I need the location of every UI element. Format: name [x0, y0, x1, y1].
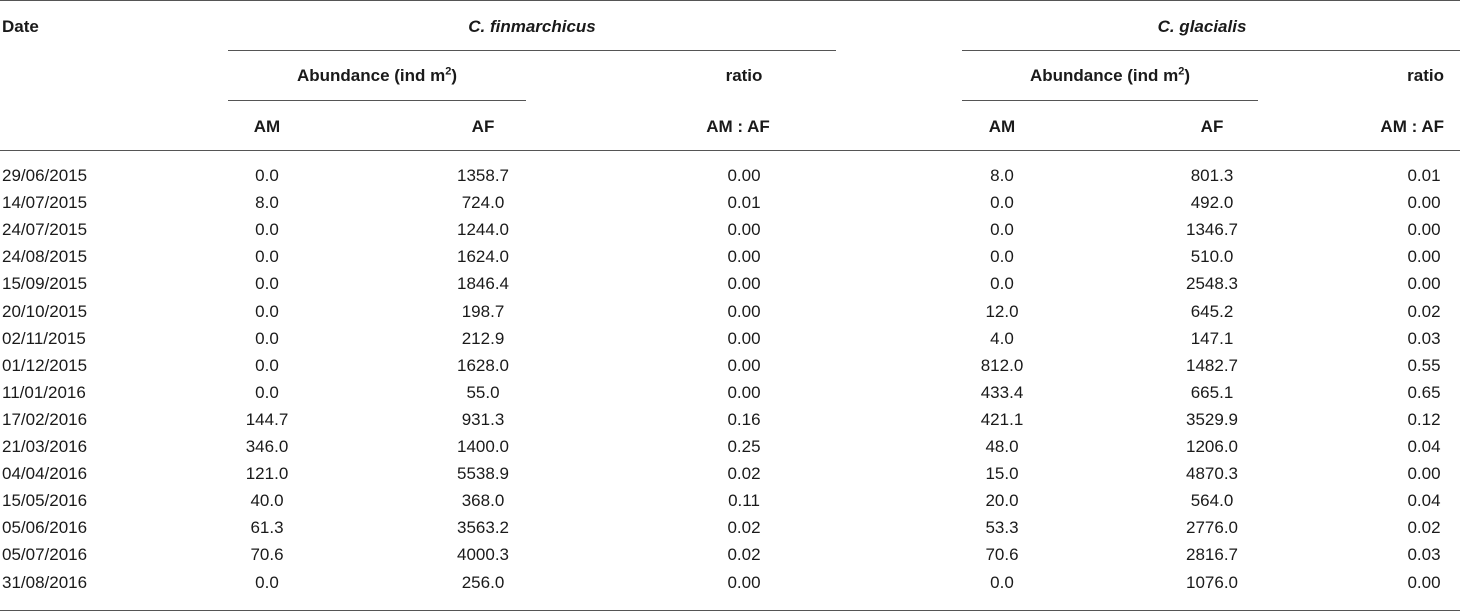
cell-date: 11/01/2016 — [2, 382, 86, 402]
header-date: Date — [2, 17, 39, 36]
cell-fin-ratio: 0.02 — [727, 545, 761, 565]
table-row — [0, 464, 1460, 491]
cell-date: 29/06/2015 — [2, 166, 88, 185]
table-row — [0, 220, 1460, 247]
cell-gla-ratio: 0.04 — [1407, 491, 1441, 511]
cell-fin-ratio: 0.00 — [727, 274, 761, 294]
cell-fin-ratio: 0.00 — [727, 328, 761, 348]
cell-fin-af: 55.0 — [466, 382, 500, 402]
cell-gla-ratio: 0.02 — [1407, 518, 1441, 538]
cell-date: 17/02/2016 — [2, 409, 88, 429]
cell-gla-ratio: 0.65 — [1407, 382, 1441, 402]
abundance-rule-fin — [228, 100, 526, 101]
cell-fin-af: 1846.4 — [457, 274, 509, 294]
cell-date: 14/07/2015 — [2, 193, 88, 213]
cell-fin-am: 0.0 — [255, 220, 279, 240]
cell-fin-af: 1400.0 — [457, 437, 509, 456]
cell-gla-af: 2776.0 — [1186, 518, 1238, 538]
header-species-finmarchicus: C. finmarchicus — [468, 17, 596, 36]
cell-fin-ratio: 0.00 — [727, 247, 761, 267]
table-row — [0, 437, 1460, 464]
cell-gla-af: 492.0 — [1190, 193, 1234, 213]
cell-fin-am: 0.0 — [255, 355, 279, 375]
header-af-fin: AF — [471, 117, 495, 136]
top-rule — [0, 0, 1460, 1]
cell-gla-am: 70.6 — [985, 545, 1019, 565]
cell-fin-am: 346.0 — [245, 437, 289, 456]
abundance-rule-gla — [962, 100, 1258, 101]
cell-date: 05/06/2016 — [2, 518, 88, 538]
header-am-fin: AM — [253, 117, 281, 136]
cell-gla-af: 1076.0 — [1186, 572, 1238, 592]
cell-fin-af: 212.9 — [461, 328, 505, 348]
cell-gla-ratio: 0.55 — [1407, 355, 1441, 375]
cell-fin-am: 121.0 — [245, 464, 289, 484]
cell-gla-af: 665.1 — [1190, 382, 1234, 402]
species-rule-finmarchicus — [228, 50, 836, 51]
cell-gla-ratio: 0.01 — [1407, 166, 1441, 185]
header-ratio-am-af-fin: AM : AF — [706, 117, 770, 136]
header-ratio-fin: ratio — [725, 66, 763, 85]
cell-date: 05/07/2016 — [2, 545, 88, 565]
bottom-rule — [0, 610, 1460, 611]
cell-gla-ratio: 0.00 — [1407, 220, 1441, 240]
cell-gla-ratio: 0.00 — [1407, 247, 1441, 267]
table-row — [0, 545, 1460, 572]
cell-date: 15/09/2015 — [2, 274, 88, 294]
cell-gla-am: 53.3 — [985, 518, 1019, 538]
cell-fin-am: 0.0 — [255, 572, 279, 592]
cell-gla-am: 0.0 — [990, 247, 1014, 267]
cell-gla-am: 12.0 — [985, 301, 1019, 321]
cell-gla-ratio: 0.00 — [1407, 274, 1441, 294]
cell-fin-am: 70.6 — [250, 545, 284, 565]
cell-gla-af: 801.3 — [1190, 166, 1234, 185]
cell-gla-af: 147.1 — [1190, 328, 1234, 348]
table-row — [0, 356, 1460, 383]
cell-date: 15/05/2016 — [2, 491, 88, 511]
cell-gla-af: 510.0 — [1190, 247, 1234, 267]
cell-gla-ratio: 0.02 — [1407, 301, 1441, 321]
table-row — [0, 193, 1460, 220]
cell-date: 21/03/2016 — [2, 437, 88, 456]
cell-fin-ratio: 0.01 — [727, 193, 761, 213]
cell-gla-af: 1482.7 — [1186, 355, 1238, 375]
cell-fin-af: 256.0 — [461, 572, 505, 592]
header-bottom-rule — [0, 150, 1460, 151]
cell-fin-ratio: 0.00 — [727, 166, 761, 185]
cell-fin-af: 198.7 — [461, 301, 505, 321]
table-row — [0, 329, 1460, 356]
header-abundance-gla: Abundance (ind $m^2$) — [1029, 65, 1191, 85]
cell-gla-af: 3529.9 — [1186, 409, 1238, 429]
header-ratio-gla: ratio — [1407, 66, 1444, 85]
cell-gla-am: 433.4 — [980, 382, 1024, 402]
header-am-gla: AM — [988, 117, 1016, 136]
cell-gla-ratio: 0.00 — [1407, 572, 1441, 592]
cell-gla-am: 8.0 — [990, 166, 1014, 185]
cell-gla-ratio: 0.00 — [1407, 464, 1441, 484]
cell-fin-af: 368.0 — [461, 491, 505, 511]
cell-fin-ratio: 0.02 — [727, 518, 761, 538]
cell-fin-am: 61.3 — [250, 518, 284, 538]
table-row — [0, 410, 1460, 437]
cell-fin-ratio: 0.16 — [727, 409, 761, 429]
table-row — [0, 573, 1460, 600]
cell-fin-am: 0.0 — [255, 274, 279, 294]
cell-gla-ratio: 0.04 — [1407, 437, 1441, 456]
header-abundance-fin: Abundance (ind $m^2$) — [296, 65, 458, 85]
cell-date: 04/04/2016 — [2, 464, 88, 484]
cell-fin-ratio: 0.25 — [727, 437, 761, 456]
table-row — [0, 166, 1460, 193]
cell-fin-ratio: 0.11 — [728, 491, 760, 511]
cell-fin-af: 4000.3 — [457, 545, 509, 565]
cell-fin-af: 724.0 — [461, 193, 505, 213]
cell-gla-af: 2816.7 — [1186, 545, 1238, 565]
cell-fin-am: 40.0 — [250, 491, 284, 511]
cell-fin-am: 0.0 — [255, 247, 279, 267]
cell-date: 20/10/2015 — [2, 301, 88, 321]
cell-gla-am: 20.0 — [985, 491, 1019, 511]
header-species-glacialis: C. glacialis — [1157, 17, 1247, 36]
cell-gla-am: 0.0 — [990, 572, 1014, 592]
cell-gla-am: 4.0 — [990, 328, 1014, 348]
cell-date: 01/12/2015 — [2, 355, 88, 375]
table-row — [0, 274, 1460, 301]
cell-fin-af: 1624.0 — [457, 247, 509, 267]
cell-gla-ratio: 0.12 — [1407, 409, 1441, 429]
cell-gla-af: 645.2 — [1190, 301, 1234, 321]
cell-fin-am: 0.0 — [255, 382, 279, 402]
table-row — [0, 247, 1460, 274]
cell-fin-am: 0.0 — [255, 166, 279, 185]
header-ratio-am-af-gla: AM : AF — [1380, 117, 1444, 136]
cell-fin-ratio: 0.00 — [727, 220, 761, 240]
species-rule-glacialis — [962, 50, 1460, 51]
cell-fin-af: 1628.0 — [457, 355, 509, 375]
cell-date: 24/07/2015 — [2, 220, 88, 240]
cell-gla-am: 15.0 — [985, 464, 1019, 484]
cell-fin-af: 5538.9 — [457, 464, 509, 484]
table-row — [0, 383, 1460, 410]
cell-fin-am: 144.7 — [245, 409, 289, 429]
table-row — [0, 491, 1460, 518]
cell-fin-am: 0.0 — [255, 328, 279, 348]
cell-gla-am: 0.0 — [990, 274, 1014, 294]
cell-gla-am: 0.0 — [990, 193, 1014, 213]
cell-gla-ratio: 0.03 — [1407, 545, 1441, 565]
cell-fin-am: 0.0 — [255, 301, 279, 321]
header-af-gla: AF — [1200, 117, 1224, 136]
cell-gla-am: 812.0 — [980, 355, 1024, 375]
cell-fin-ratio: 0.00 — [727, 382, 761, 402]
cell-date: 02/11/2015 — [2, 328, 86, 348]
cell-fin-ratio: 0.00 — [727, 572, 761, 592]
cell-date: 31/08/2016 — [2, 572, 88, 592]
cell-date: 24/08/2015 — [2, 247, 88, 267]
cell-gla-ratio: 0.00 — [1407, 193, 1441, 213]
cell-gla-af: 1346.7 — [1186, 220, 1238, 240]
table-row — [0, 518, 1460, 545]
cell-fin-ratio: 0.02 — [727, 464, 761, 484]
cell-fin-af: 3563.2 — [457, 518, 509, 538]
cell-gla-am: 421.1 — [980, 409, 1024, 429]
cell-gla-af: 4870.3 — [1186, 464, 1238, 484]
cell-gla-af: 2548.3 — [1186, 274, 1238, 294]
cell-fin-ratio: 0.00 — [727, 301, 761, 321]
cell-gla-am: 48.0 — [985, 437, 1019, 456]
cell-fin-ratio: 0.00 — [727, 355, 761, 375]
cell-fin-af: 1244.0 — [457, 220, 509, 240]
cell-gla-af: 1206.0 — [1186, 437, 1238, 456]
cell-gla-af: 564.0 — [1190, 491, 1234, 511]
cell-fin-af: 1358.7 — [457, 166, 509, 185]
cell-gla-am: 0.0 — [990, 220, 1014, 240]
cell-gla-ratio: 0.03 — [1407, 328, 1441, 348]
table-row — [0, 302, 1460, 329]
cell-fin-af: 931.3 — [461, 409, 505, 429]
cell-fin-am: 8.0 — [255, 193, 279, 213]
